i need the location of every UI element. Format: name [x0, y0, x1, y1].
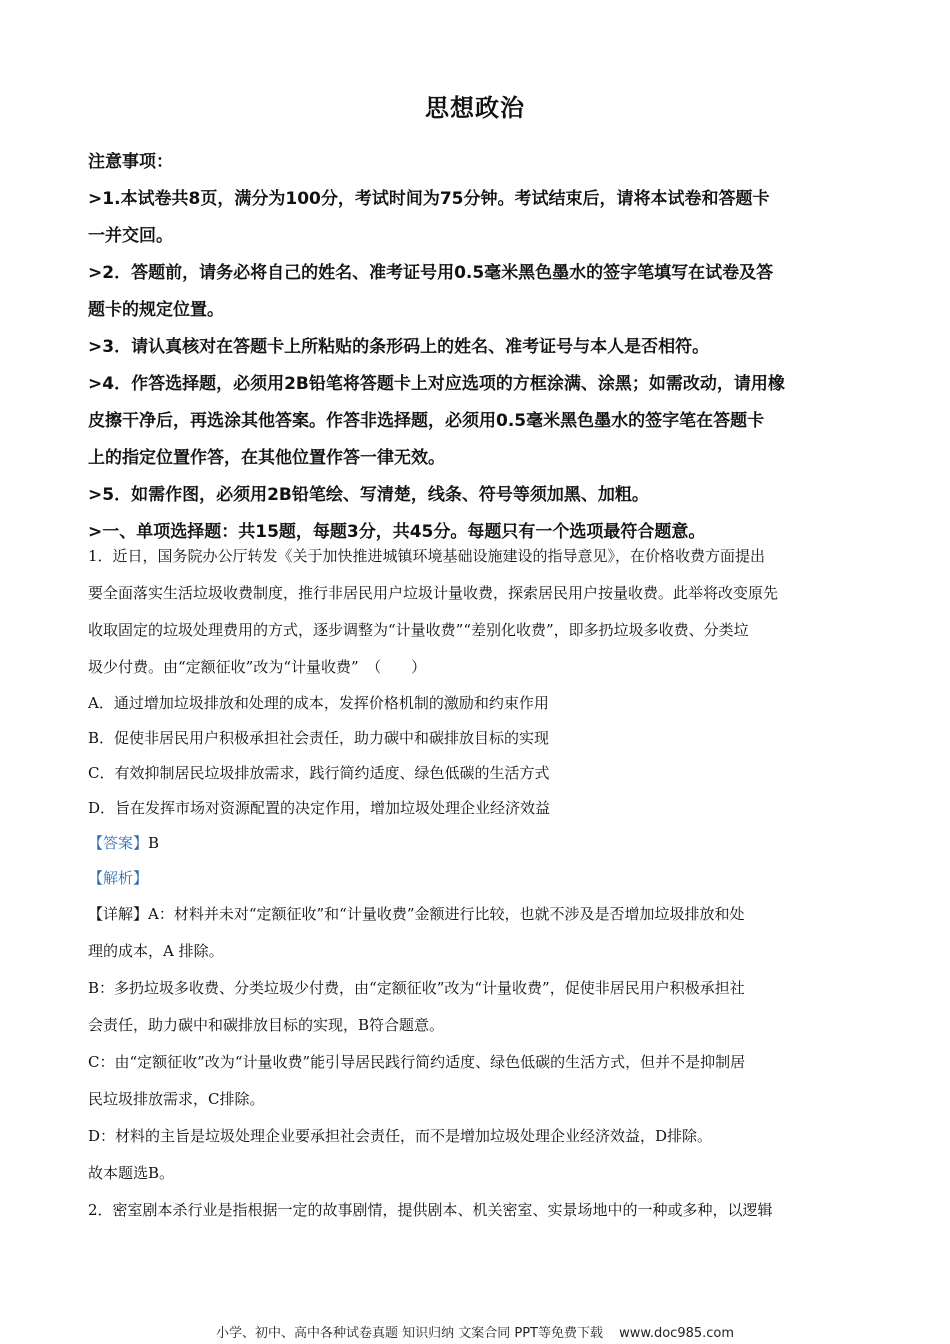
detail-text: A：材料并未对“定额征收”和“计量收费”金额进行比较，也就不涉及是否增加垃圾排放和处 [148, 905, 745, 923]
option-c: C．有效抑制居民垃圾排放需求，践行简约适度、绿色低碳的生活方式 [88, 764, 550, 782]
answer-tag: 【答案】 [88, 834, 149, 852]
question-stem-line: 1．近日，国务院办公厅转发《关于加快推进城镇环境基础设施建设的指导意见》，在价格收费方面提出 [88, 547, 766, 565]
page-title: 思想政治 [425, 94, 525, 122]
notice-line: >1.本试卷共8页，满分为100分，考试时间为75分钟。考试结束后，请将本试卷和答题卡 [88, 189, 770, 209]
option-a: A．通过增加垃圾排放和处理的成本，发挥价格机制的激励和约束作用 [88, 694, 549, 712]
detail-line: 民垃圾排放需求，C排除。 [88, 1090, 265, 1108]
notice-line: >3．请认真核对在答题卡上所粘贴的条形码上的姓名、准考证号与本人是否相符。 [88, 337, 710, 357]
question-1 [88, 538, 868, 1229]
option-b: B．促使非居民用户积极承担社会责任，助力碳中和碳排放目标的实现 [88, 729, 550, 747]
section-heading: >一、单项选择题：共15题，每题3分，共45分。每题只有一个选项最符合题意。 [88, 522, 706, 542]
notice-line: >4．作答选择题，必须用2B铅笔将答题卡上对应选项的方框涂满、涂黑；如需改动，请用橡 [88, 374, 785, 394]
notice-heading: 注意事项： [88, 152, 173, 172]
notice-line: 皮擦干净后，再选涂其他答案。作答非选择题，必须用0.5毫米黑色墨水的签字笔在答题卡 [88, 411, 765, 431]
detail-line: 会责任，助力碳中和碳排放目标的实现，B符合题意。 [88, 1016, 445, 1034]
question-stem-line: 收取固定的垃圾处理费用的方式，逐步调整为“计量收费”“差别化收费”，即多扔垃圾多收费、分类垃 [88, 621, 749, 639]
answer-line [88, 826, 868, 861]
question-stem-line: 要全面落实生活垃圾收费制度，推行非居民用户垃圾计量收费，探索居民用户按量收费。此举将改变原先 [88, 584, 779, 602]
detail-line: C：由“定额征收”改为“计量收费”能引导居民践行简约适度、绿色低碳的生活方式，但并不是抑制居 [88, 1053, 746, 1071]
analysis-line [88, 861, 868, 896]
notice-line: 一并交回。 [88, 226, 173, 246]
notice-line: 题卡的规定位置。 [88, 300, 224, 320]
detail-line [88, 896, 868, 933]
question-stem-line: 圾少付费。由“定额征收”改为“计量收费” （ ） [88, 658, 427, 676]
footer-site-link[interactable]: www.doc985.com [619, 1326, 735, 1341]
notice-line: >5．如需作图，必须用2B铅笔绘、写清楚，线条、符号等须加黑、加粗。 [88, 485, 649, 505]
detail-line: 理的成本，A 排除。 [88, 942, 224, 960]
detail-line: 故本题选B。 [88, 1164, 175, 1182]
answer-value: B [148, 834, 160, 852]
notice-line: >2．答题前，请务必将自己的姓名、准考证号用0.5毫米黑色墨水的签字笔填写在试卷及答 [88, 263, 774, 283]
detail-tag: 【详解】 [88, 905, 149, 923]
notice-section [88, 144, 868, 551]
option-d: D．旨在发挥市场对资源配置的决定作用，增加垃圾处理企业经济效益 [88, 799, 551, 817]
notice-line: 上的指定位置作答，在其他位置作答一律无效。 [88, 448, 445, 468]
footer-text: 小学、初中、高中各种试卷真题 知识归纳 文案合同 PPT等免费下载 [215, 1326, 603, 1341]
page-footer [0, 1322, 950, 1341]
analysis-tag: 【解析】 [88, 869, 149, 887]
detail-line: B：多扔垃圾多收费、分类垃圾少付费，由“定额征收”改为“计量收费”，促使非居民用户积极承担社 [88, 979, 745, 997]
detail-line: D：材料的主旨是垃圾处理企业要承担社会责任，而不是增加垃圾处理企业经济效益，D排除。 [88, 1127, 713, 1145]
question-2-stem: 2．密室剧本杀行业是指根据一定的故事剧情，提供剧本、机关密室、实景场地中的一种或多种，以逻辑 [88, 1201, 773, 1219]
